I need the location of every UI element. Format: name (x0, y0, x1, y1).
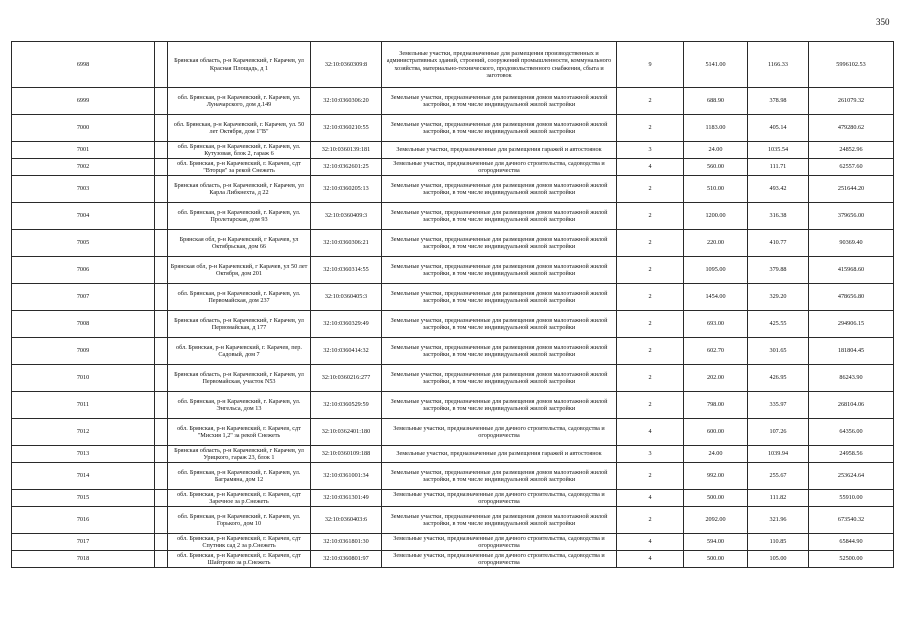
area-cell: 1095.00 (684, 257, 748, 284)
use-group-cell: 2 (617, 507, 684, 534)
cadastral-number-cell: 32:10:0361301:49 (311, 490, 382, 507)
use-group-cell: 2 (617, 88, 684, 115)
use-group-cell: 3 (617, 446, 684, 463)
row-number-cell: 7018 (12, 551, 155, 568)
address-cell: обл. Брянская, р-н Карачевский, г. Карачев, ул. Энгельса, дом 13 (168, 392, 311, 419)
table-row (12, 463, 894, 490)
use-group-cell: 2 (617, 203, 684, 230)
cadastral-value-cell: 86243.90 (809, 365, 894, 392)
blank-cell (155, 284, 168, 311)
row-number-cell: 7010 (12, 365, 155, 392)
blank-cell (155, 42, 168, 88)
cadastral-number-cell: 32:10:0360409:3 (311, 203, 382, 230)
land-use-cell: Земельные участки, предназначенные для размещения гаражей и автостоянок (382, 446, 617, 463)
area-cell: 510.00 (684, 176, 748, 203)
table-row (12, 534, 894, 551)
unit-value-cell: 255.67 (748, 463, 809, 490)
blank-cell (155, 446, 168, 463)
address-cell: обл. Брянская, р-н Карачевский, г. Карачев, сдт Спутник сад 2 за р.Снежеть (168, 534, 311, 551)
table-row (12, 42, 894, 88)
address-cell: Брянская обл, р-н Карачевский, г Карачев, ул 50 лет Октября, дом 201 (168, 257, 311, 284)
area-cell: 220.00 (684, 230, 748, 257)
table-row (12, 88, 894, 115)
blank-cell (155, 115, 168, 142)
address-cell: обл. Брянская, р-н Карачевский, г. Карачев, ул. Кутузовая, блок 2, гараж 6 (168, 142, 311, 159)
unit-value-cell: 107.26 (748, 419, 809, 446)
blank-cell (155, 176, 168, 203)
cadastral-value-cell: 253624.64 (809, 463, 894, 490)
cadastral-number-cell: 32:10:0360109:188 (311, 446, 382, 463)
unit-value-cell: 329.20 (748, 284, 809, 311)
table-row (12, 311, 894, 338)
area-cell: 688.90 (684, 88, 748, 115)
use-group-cell: 4 (617, 159, 684, 176)
land-use-cell: Земельные участки, предназначенные для размещения домов малоэтажной жилой застройки, в том числе индивидуальной жилой застройки (382, 203, 617, 230)
address-cell: обл. Брянская, р-н Карачевский, г. Карачев, ул. Баграмяна, дом 12 (168, 463, 311, 490)
address-cell: обл. Брянская, р-н Карачевский, г. Карачев, ул. Первомайская, дом 237 (168, 284, 311, 311)
blank-cell (155, 507, 168, 534)
land-use-cell: Земельные участки, предназначенные для дачного строительства, садоводства и огородничества (382, 490, 617, 507)
unit-value-cell: 1166.33 (748, 42, 809, 88)
table-row (12, 338, 894, 365)
cadastral-number-cell: 32:10:0361001:34 (311, 463, 382, 490)
blank-cell (155, 257, 168, 284)
blank-cell (155, 419, 168, 446)
cadastral-number-cell: 32:10:0360306:20 (311, 88, 382, 115)
address-cell: Брянская область, р-н Карачевский, г Карачев, ул Первомайская, д 177 (168, 311, 311, 338)
address-cell: обл. Брянская, р-н Карачевский, г. Карачев, сдт "Вторця" за рекой Снежеть (168, 159, 311, 176)
address-cell: обл. Брянская, р-н Карачевский, г. Карачев, ул. Горького, дом 10 (168, 507, 311, 534)
area-cell: 24.00 (684, 142, 748, 159)
row-number-cell: 7011 (12, 392, 155, 419)
unit-value-cell: 335.97 (748, 392, 809, 419)
unit-value-cell: 426.95 (748, 365, 809, 392)
cadastral-number-cell: 32:10:0360309:8 (311, 42, 382, 88)
row-number-cell: 7015 (12, 490, 155, 507)
unit-value-cell: 301.65 (748, 338, 809, 365)
area-cell: 594.00 (684, 534, 748, 551)
area-cell: 202.00 (684, 365, 748, 392)
cadastral-value-cell: 251644.20 (809, 176, 894, 203)
table-row (12, 203, 894, 230)
use-group-cell: 2 (617, 365, 684, 392)
cadastral-value-cell: 478656.80 (809, 284, 894, 311)
blank-cell (155, 490, 168, 507)
address-cell: Брянская область, р-н Карачевский, г Карачев, ул Карла Либкнехта, д 22 (168, 176, 311, 203)
row-number-cell: 6998 (12, 42, 155, 88)
use-group-cell: 4 (617, 490, 684, 507)
address-cell: обл. Брянская, р-н Карачевский, г. Карачев, сдт "Мисхия 1,2" за рекой Снежеть (168, 419, 311, 446)
cadastral-number-cell: 32:10:0360210:55 (311, 115, 382, 142)
blank-cell (155, 142, 168, 159)
cadastral-value-cell: 65844.90 (809, 534, 894, 551)
land-use-cell: Земельные участки, предназначенные для размещения производственных и административных зданий, строений, сооружений промышленности, коммунального хозяйства, материально-технического, продовольственного снабжения, сбыта и заготовок (382, 42, 617, 88)
unit-value-cell: 321.96 (748, 507, 809, 534)
cadastral-value-cell: 55910.00 (809, 490, 894, 507)
address-cell: Брянская обл, р-н Карачевский, г Карачев, ул Октябрьская, дом 66 (168, 230, 311, 257)
area-cell: 2092.00 (684, 507, 748, 534)
use-group-cell: 2 (617, 230, 684, 257)
unit-value-cell: 405.14 (748, 115, 809, 142)
unit-value-cell: 378.98 (748, 88, 809, 115)
cadastral-number-cell: 32:10:0360139:181 (311, 142, 382, 159)
cadastral-number-cell: 32:10:0360216:277 (311, 365, 382, 392)
blank-cell (155, 365, 168, 392)
area-cell: 693.00 (684, 311, 748, 338)
use-group-cell: 2 (617, 284, 684, 311)
cadastral-value-cell: 181804.45 (809, 338, 894, 365)
row-number-cell: 7012 (12, 419, 155, 446)
row-number-cell: 7002 (12, 159, 155, 176)
land-use-cell: Земельные участки, предназначенные для размещения домов малоэтажной жилой застройки, в том числе индивидуальной жилой застройки (382, 365, 617, 392)
land-use-cell: Земельные участки, предназначенные для дачного строительства, садоводства и огородничества (382, 419, 617, 446)
use-group-cell: 2 (617, 392, 684, 419)
cadastral-value-cell: 24958.56 (809, 446, 894, 463)
blank-cell (155, 392, 168, 419)
area-cell: 560.00 (684, 159, 748, 176)
land-use-cell: Земельные участки, предназначенные для дачного строительства, садоводства и огородничества (382, 159, 617, 176)
unit-value-cell: 425.55 (748, 311, 809, 338)
table-row (12, 551, 894, 568)
use-group-cell: 2 (617, 311, 684, 338)
table-row (12, 142, 894, 159)
blank-cell (155, 159, 168, 176)
area-cell: 1454.00 (684, 284, 748, 311)
row-number-cell: 7016 (12, 507, 155, 534)
address-cell: Брянская область, р-н Карачевский, г Карачев, ул Первомайская, участок N53 (168, 365, 311, 392)
row-number-cell: 7007 (12, 284, 155, 311)
table-row (12, 419, 894, 446)
table-row (12, 176, 894, 203)
unit-value-cell: 111.82 (748, 490, 809, 507)
use-group-cell: 9 (617, 42, 684, 88)
address-cell: обл. Брянская, р-н Карачевский, г. Карачев, ул. 50 лет Октября, дом 1"В" (168, 115, 311, 142)
land-use-cell: Земельные участки, предназначенные для размещения домов малоэтажной жилой застройки, в том числе индивидуальной жилой застройки (382, 176, 617, 203)
table-row (12, 284, 894, 311)
cadastral-number-cell: 32:10:0360414:32 (311, 338, 382, 365)
row-number-cell: 7000 (12, 115, 155, 142)
row-number-cell: 7013 (12, 446, 155, 463)
cadastral-number-cell: 32:10:0360306:21 (311, 230, 382, 257)
table-row (12, 115, 894, 142)
use-group-cell: 2 (617, 338, 684, 365)
row-number-cell: 7009 (12, 338, 155, 365)
use-group-cell: 2 (617, 176, 684, 203)
area-cell: 798.00 (684, 392, 748, 419)
cadastral-value-cell: 52500.00 (809, 551, 894, 568)
cadastral-number-cell: 32:10:0360801:97 (311, 551, 382, 568)
blank-cell (155, 230, 168, 257)
area-cell: 1183.00 (684, 115, 748, 142)
table-row (12, 392, 894, 419)
cadastral-value-cell: 62557.60 (809, 159, 894, 176)
land-use-cell: Земельные участки, предназначенные для дачного строительства, садоводства и огородничества (382, 534, 617, 551)
unit-value-cell: 110.85 (748, 534, 809, 551)
cadastral-value-cell: 479280.62 (809, 115, 894, 142)
row-number-cell: 7017 (12, 534, 155, 551)
blank-cell (155, 203, 168, 230)
land-use-cell: Земельные участки, предназначенные для дачного строительства, садоводства и огородничества (382, 551, 617, 568)
row-number-cell: 7008 (12, 311, 155, 338)
cadastral-value-cell: 415968.60 (809, 257, 894, 284)
row-number-cell: 6999 (12, 88, 155, 115)
use-group-cell: 2 (617, 463, 684, 490)
unit-value-cell: 316.38 (748, 203, 809, 230)
land-use-cell: Земельные участки, предназначенные для размещения домов малоэтажной жилой застройки, в том числе индивидуальной жилой застройки (382, 463, 617, 490)
cadastral-number-cell: 32:10:0360314:55 (311, 257, 382, 284)
row-number-cell: 7003 (12, 176, 155, 203)
table-row (12, 230, 894, 257)
area-cell: 600.00 (684, 419, 748, 446)
page-number: 350 (876, 17, 890, 27)
land-use-cell: Земельные участки, предназначенные для размещения домов малоэтажной жилой застройки, в том числе индивидуальной жилой застройки (382, 284, 617, 311)
land-use-cell: Земельные участки, предназначенные для размещения домов малоэтажной жилой застройки, в том числе индивидуальной жилой застройки (382, 115, 617, 142)
row-number-cell: 7005 (12, 230, 155, 257)
land-use-cell: Земельные участки, предназначенные для размещения домов малоэтажной жилой застройки, в том числе индивидуальной жилой застройки (382, 257, 617, 284)
blank-cell (155, 463, 168, 490)
cadastral-value-cell: 673540.32 (809, 507, 894, 534)
table-row (12, 257, 894, 284)
cadastral-number-cell: 32:10:0361801:30 (311, 534, 382, 551)
unit-value-cell: 379.88 (748, 257, 809, 284)
blank-cell (155, 88, 168, 115)
unit-value-cell: 493.42 (748, 176, 809, 203)
cadastral-value-cell: 64356.00 (809, 419, 894, 446)
land-use-cell: Земельные участки, предназначенные для размещения домов малоэтажной жилой застройки, в том числе индивидуальной жилой застройки (382, 230, 617, 257)
address-cell: обл. Брянская, р-н Карачевский, г. Карачев, ул. Луначарского, дом д.149 (168, 88, 311, 115)
land-use-cell: Земельные участки, предназначенные для размещения домов малоэтажной жилой застройки, в том числе индивидуальной жилой застройки (382, 392, 617, 419)
use-group-cell: 2 (617, 115, 684, 142)
area-cell: 500.00 (684, 551, 748, 568)
blank-cell (155, 311, 168, 338)
unit-value-cell: 111.71 (748, 159, 809, 176)
land-use-cell: Земельные участки, предназначенные для размещения домов малоэтажной жилой застройки, в том числе индивидуальной жилой застройки (382, 88, 617, 115)
address-cell: обл. Брянская, р-н Карачевский, г. Карачев, сдт Заречное за р.Снежеть (168, 490, 311, 507)
land-use-cell: Земельные участки, предназначенные для размещения домов малоэтажной жилой застройки, в том числе индивидуальной жилой застройки (382, 311, 617, 338)
table-row (12, 507, 894, 534)
address-cell: Брянская область, р-н Карачевский, г Карачев, ул Урицкого, гараж 23, блок 1 (168, 446, 311, 463)
table-row (12, 490, 894, 507)
cadastral-value-cell: 268104.06 (809, 392, 894, 419)
use-group-cell: 4 (617, 419, 684, 446)
address-cell: Брянская область, р-н Карачевский, г Карачев, ул Красная Площадь, д 1 (168, 42, 311, 88)
blank-cell (155, 338, 168, 365)
cadastral-number-cell: 32:10:0360403:6 (311, 507, 382, 534)
area-cell: 1200.00 (684, 203, 748, 230)
use-group-cell: 4 (617, 551, 684, 568)
cadastral-number-cell: 32:10:0360329:49 (311, 311, 382, 338)
cadastral-number-cell: 32:10:0360205:13 (311, 176, 382, 203)
address-cell: обл. Брянская, р-н Карачевский, г. Карачев, ул. Пролетарская, дом 93 (168, 203, 311, 230)
blank-cell (155, 534, 168, 551)
use-group-cell: 2 (617, 257, 684, 284)
area-cell: 500.00 (684, 490, 748, 507)
area-cell: 602.70 (684, 338, 748, 365)
land-registry-table (11, 41, 894, 568)
row-number-cell: 7014 (12, 463, 155, 490)
cadastral-value-cell: 90369.40 (809, 230, 894, 257)
blank-cell (155, 551, 168, 568)
cadastral-number-cell: 32:10:0362601:25 (311, 159, 382, 176)
address-cell: обл. Брянская, р-н Карачевский, г. Карачев, сдт Шайтрово за р.Снежеть (168, 551, 311, 568)
cadastral-value-cell: 5996102.53 (809, 42, 894, 88)
cadastral-number-cell: 32:10:0362401:180 (311, 419, 382, 446)
address-cell: обл. Брянская, р-н Карачевский, г. Карачев, пер. Садовый, дом 7 (168, 338, 311, 365)
cadastral-number-cell: 32:10:0360529:59 (311, 392, 382, 419)
unit-value-cell: 1035.54 (748, 142, 809, 159)
cadastral-value-cell: 261079.32 (809, 88, 894, 115)
use-group-cell: 3 (617, 142, 684, 159)
row-number-cell: 7006 (12, 257, 155, 284)
area-cell: 992.00 (684, 463, 748, 490)
unit-value-cell: 410.77 (748, 230, 809, 257)
land-use-cell: Земельные участки, предназначенные для размещения домов малоэтажной жилой застройки, в том числе индивидуальной жилой застройки (382, 338, 617, 365)
table-row (12, 446, 894, 463)
table-row (12, 365, 894, 392)
row-number-cell: 7001 (12, 142, 155, 159)
use-group-cell: 4 (617, 534, 684, 551)
cadastral-value-cell: 379656.00 (809, 203, 894, 230)
cadastral-value-cell: 24852.96 (809, 142, 894, 159)
area-cell: 5141.00 (684, 42, 748, 88)
land-use-cell: Земельные участки, предназначенные для размещения гаражей и автостоянок (382, 142, 617, 159)
cadastral-value-cell: 294906.15 (809, 311, 894, 338)
row-number-cell: 7004 (12, 203, 155, 230)
table-row (12, 159, 894, 176)
unit-value-cell: 1039.94 (748, 446, 809, 463)
cadastral-number-cell: 32:10:0360405:3 (311, 284, 382, 311)
unit-value-cell: 105.00 (748, 551, 809, 568)
land-use-cell: Земельные участки, предназначенные для размещения домов малоэтажной жилой застройки, в том числе индивидуальной жилой застройки (382, 507, 617, 534)
table-body (12, 42, 894, 568)
area-cell: 24.00 (684, 446, 748, 463)
